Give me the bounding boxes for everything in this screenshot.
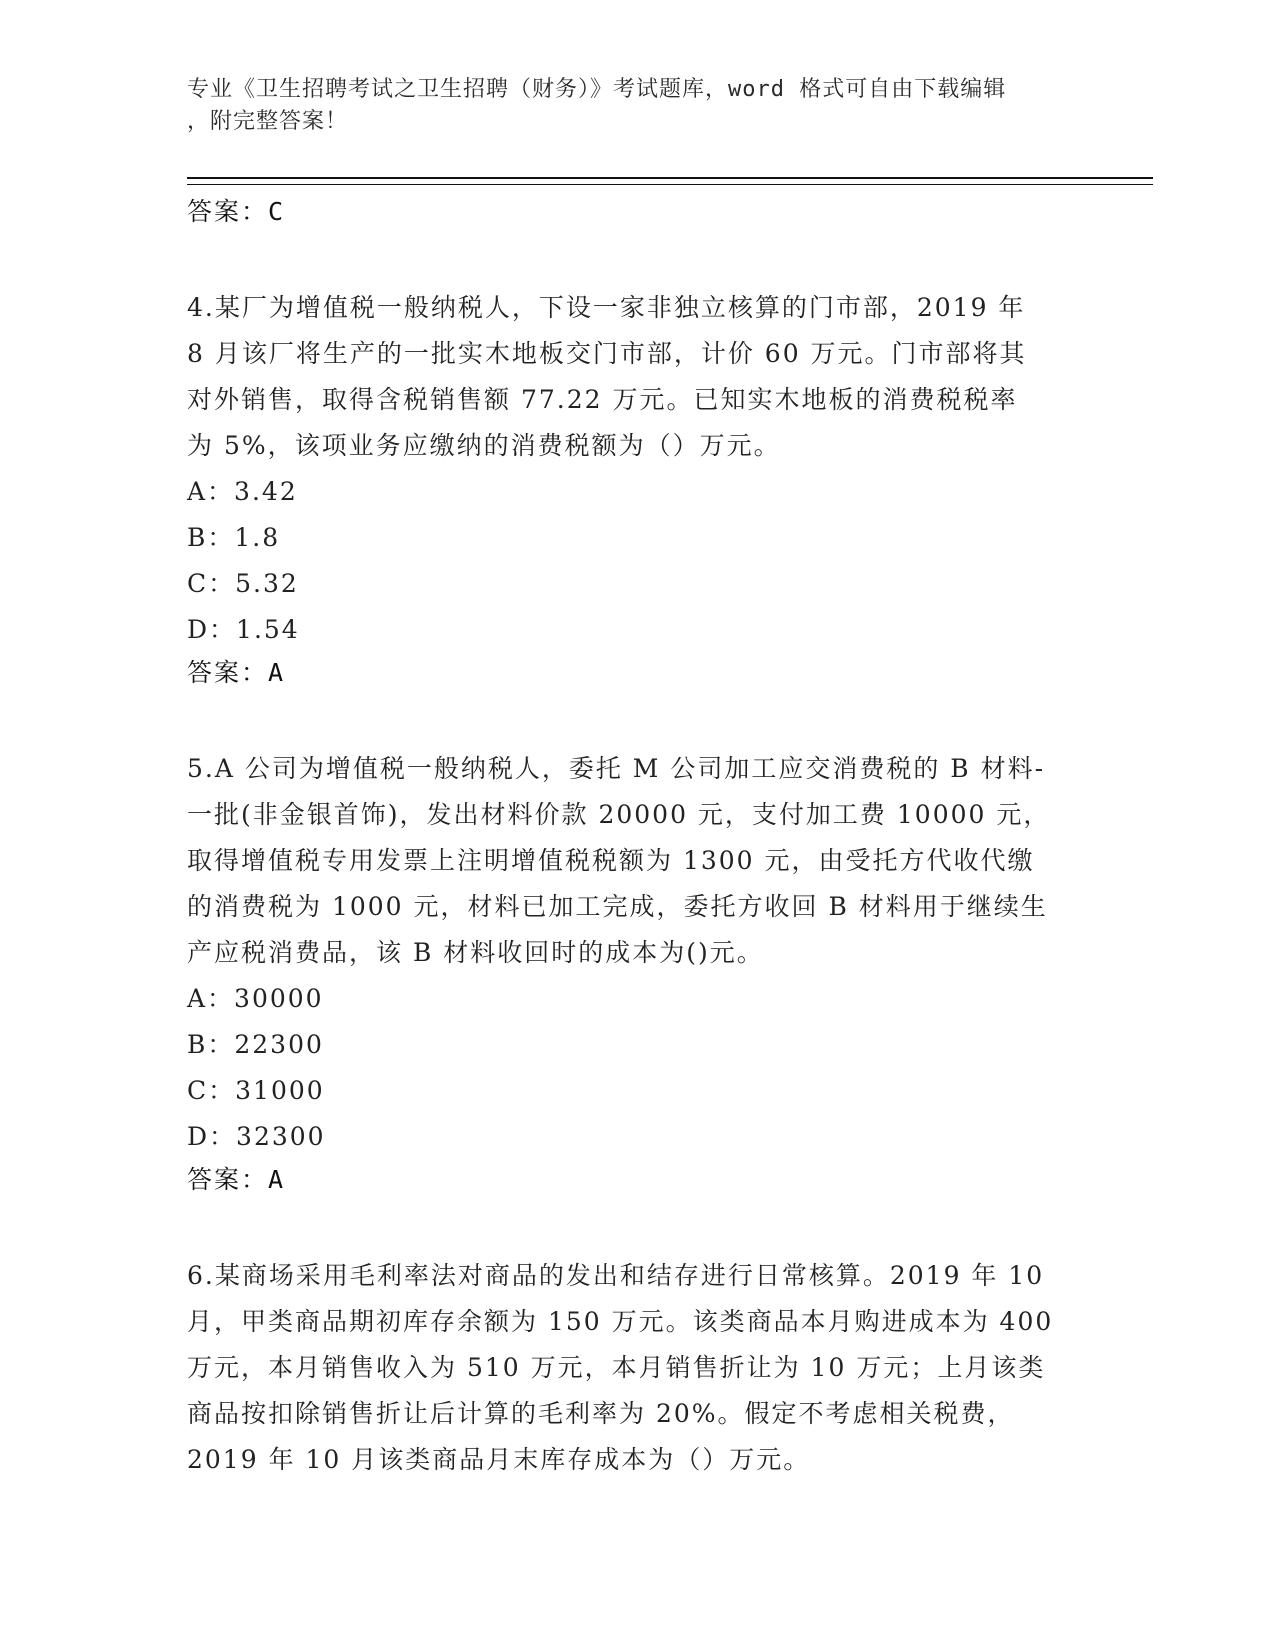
option-a: A：3.42 [187, 477, 298, 506]
stem-line: 4.某厂为增值税一般纳税人，下设一家非独立核算的门市部，2019 年 [187, 293, 1026, 322]
answer-label: 答案： [187, 197, 269, 226]
answer-value: C [268, 197, 286, 226]
option-d: D：32300 [187, 1122, 326, 1151]
answer-label: 答案： [187, 658, 269, 687]
stem-line: 产应税消费品，该 B 材料收回时的成本为()元。 [187, 938, 764, 967]
stem-line: 万元，本月销售收入为 510 万元，本月销售折让为 10 万元；上月该类 [187, 1353, 1046, 1382]
answer-label: 答案： [187, 1165, 269, 1194]
stem-line: 对外销售，取得含税销售额 77.22 万元。已知实木地板的消费税税率 [187, 385, 1018, 414]
header-line-2: ，附完整答案！ [187, 109, 349, 134]
stem-line: 8 月该厂将生产的一批实木地板交门市部，计价 60 万元。门市部将其 [187, 339, 1027, 368]
question-block [187, 746, 1087, 1200]
stem-line: 6.某商场采用毛利率法对商品的发出和结存进行日常核算。2019 年 10 [187, 1261, 1045, 1290]
answer-line [187, 653, 1087, 693]
question-block [187, 1253, 1087, 1483]
answer-value: A [268, 1165, 286, 1194]
option-a: A：30000 [187, 984, 324, 1013]
header-divider-thin [187, 184, 1153, 185]
stem-line: 2019 年 10 月该类商品月末库存成本为（）万元。 [187, 1445, 811, 1474]
stem-line: 取得增值税专用发票上注明增值税税额为 1300 元，由受托方代收代缴 [187, 846, 1035, 875]
question-block [187, 285, 1087, 693]
option-c: C：31000 [187, 1076, 325, 1105]
document-header [187, 74, 1067, 138]
stem-line: 的消费税为 1000 元，材料已加工完成，委托方收回 B 材料用于继续生 [187, 892, 1048, 921]
option-b: B：1.8 [187, 523, 281, 552]
header-line-1: 专业《卫生招聘考试之卫生招聘（财务）》考试题库，word 格式可自由下载编辑 [187, 77, 1007, 102]
stem-line: 月，甲类商品期初库存余额为 150 万元。该类商品本月购进成本为 400 [187, 1307, 1054, 1336]
option-c: C：5.32 [187, 569, 299, 598]
stem-line: 5.A 公司为增值税一般纳税人，委托 M 公司加工应交消费税的 B 材料- [187, 754, 1046, 783]
option-d: D：1.54 [187, 615, 300, 644]
stem-line: 商品按扣除销售折让后计算的毛利率为 20%。假定不考虑相关税费， [187, 1399, 1015, 1428]
answer-value: A [268, 658, 286, 687]
stem-line: 一批(非金银首饰)，发出材料价款 20000 元，支付加工费 10000 元， [187, 800, 1051, 829]
answer-line [187, 192, 1087, 232]
question-stem [187, 746, 1067, 976]
question-stem [187, 285, 1067, 469]
header-divider-thick [187, 177, 1153, 179]
stem-line: 为 5%，该项业务应缴纳的消费税额为（）万元。 [187, 431, 781, 460]
question-content [187, 192, 1087, 1483]
question-stem [187, 1253, 1087, 1483]
answer-line [187, 1160, 1087, 1200]
option-b: B：22300 [187, 1030, 324, 1059]
